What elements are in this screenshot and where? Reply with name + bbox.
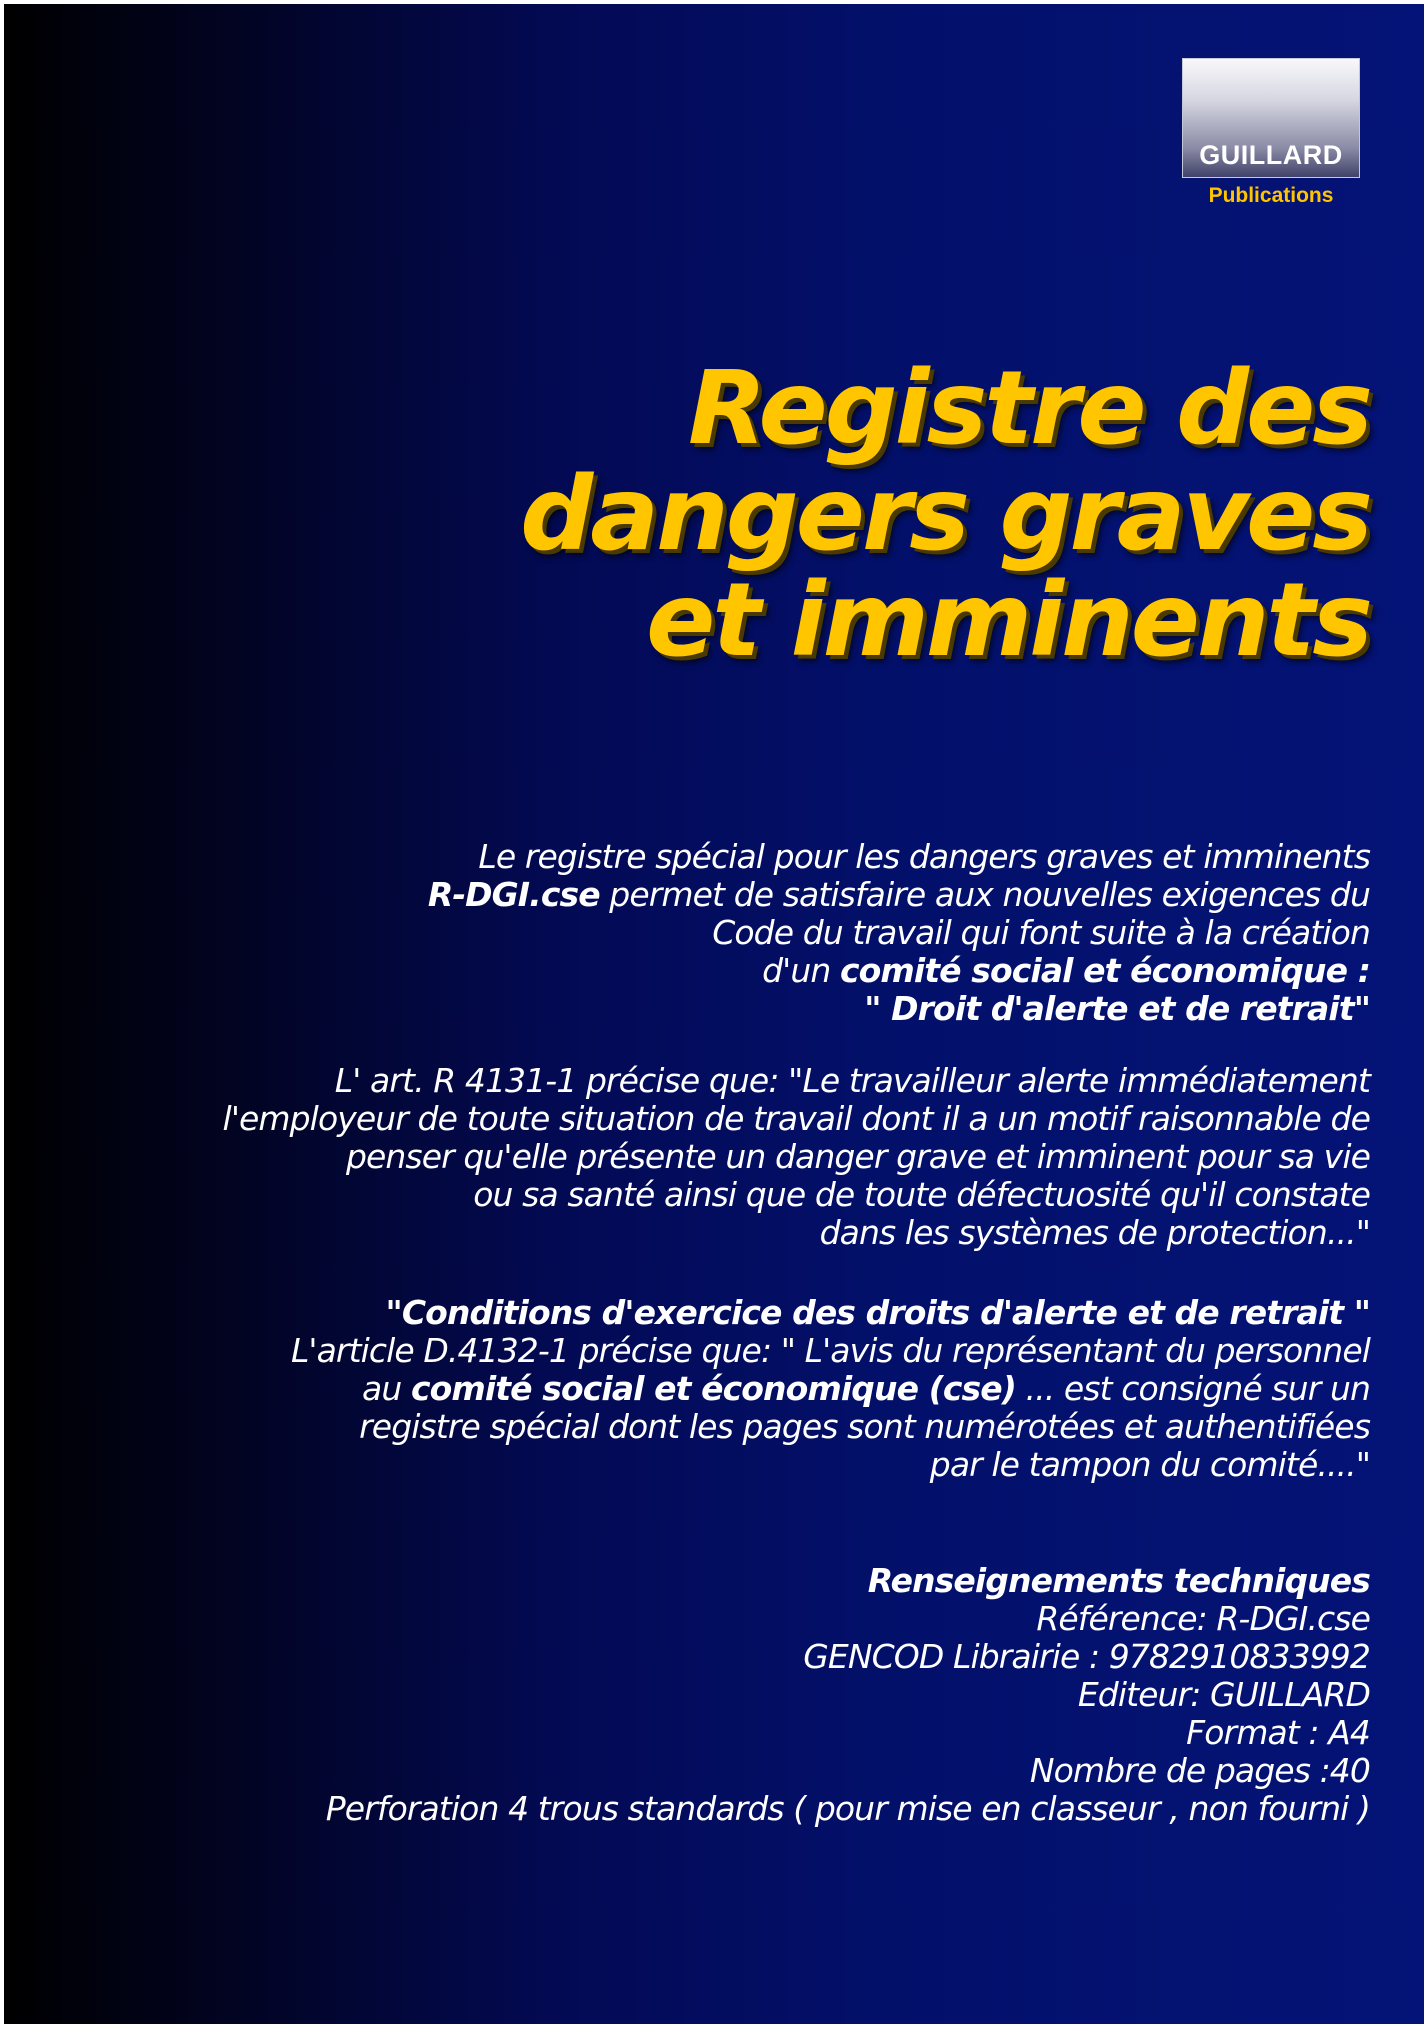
conditions-heading: "Conditions d'exercice des droits d'alerte et de retrait "	[385, 1293, 1370, 1332]
article-line-5: dans les systèmes de protection..."	[819, 1213, 1370, 1252]
technical-specs	[70, 1562, 1370, 1828]
title-line-3: et imminents	[646, 561, 1370, 680]
cse-name: comité social et économique :	[839, 951, 1370, 990]
logo-subtitle: Publications	[1208, 184, 1334, 207]
title-line-2: dangers graves	[520, 455, 1370, 574]
conditions-line-3-rest: ... est consigné sur un	[1015, 1369, 1370, 1408]
cover-title	[370, 349, 1370, 680]
logo-name: GUILLARD	[1199, 140, 1343, 170]
conditions-line-3-pre: au	[362, 1369, 411, 1408]
conditions-paragraph	[70, 1294, 1370, 1484]
intro-line-1: Le registre spécial pour les dangers graves et imminents	[478, 837, 1370, 876]
conditions-line-2: L'article D.4132-1 précise que: " L'avis du représentant du personnel	[290, 1331, 1370, 1370]
article-line-4: ou sa santé ainsi que de toute défectuosité qu'il constate	[473, 1175, 1370, 1214]
cse-full-name: comité social et économique (cse)	[410, 1369, 1016, 1408]
logo-badge	[1182, 58, 1360, 178]
article-r4131-paragraph	[70, 1062, 1370, 1252]
cover-panel	[4, 4, 1424, 2024]
article-line-1: L' art. R 4131-1 précise que: "Le travailleur alerte immédiatement	[334, 1061, 1370, 1100]
spec-reference: Référence: R-DGI.cse	[1036, 1599, 1370, 1638]
article-line-3: penser qu'elle présente un danger grave et imminent pour sa vie	[345, 1137, 1370, 1176]
title-line-1: Registre des	[688, 349, 1370, 468]
product-code: R-DGI.cse	[427, 875, 600, 914]
article-line-2: l'employeur de toute situation de travail dont il a un motif raisonnable de	[222, 1099, 1370, 1138]
publisher-logo	[1182, 58, 1360, 178]
spec-format: Format : A4	[1186, 1713, 1370, 1752]
spec-pages: Nombre de pages :40	[1029, 1751, 1370, 1790]
intro-line-3: Code du travail qui font suite à la création	[712, 913, 1370, 952]
spec-gencod: GENCOD Librairie : 9782910833992	[803, 1637, 1370, 1676]
conditions-line-3	[70, 1370, 1370, 1408]
intro-line-4	[70, 952, 1370, 990]
intro-line-4-pre: d'un	[762, 951, 840, 990]
spec-editor: Editeur: GUILLARD	[1077, 1675, 1370, 1714]
intro-paragraph	[70, 838, 1370, 1028]
intro-line-5: " Droit d'alerte et de retrait"	[864, 989, 1370, 1028]
specs-heading: Renseignements techniques	[867, 1561, 1370, 1600]
intro-line-2	[70, 876, 1370, 914]
conditions-line-5: par le tampon du comité...."	[929, 1445, 1370, 1484]
spec-perforation: Perforation 4 trous standards ( pour mise en classeur , non fourni )	[325, 1789, 1370, 1828]
intro-line-2-rest: permet de satisfaire aux nouvelles exigences du	[599, 875, 1370, 914]
conditions-line-4: registre spécial dont les pages sont numérotées et authentifiées	[359, 1407, 1370, 1446]
